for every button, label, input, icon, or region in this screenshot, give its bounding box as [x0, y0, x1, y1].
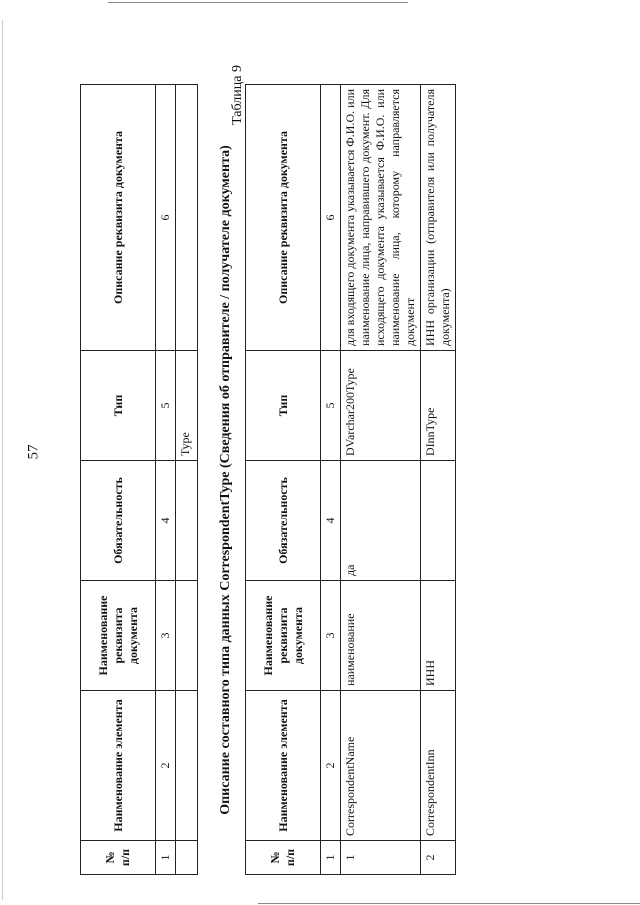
- header-cell: Обязательность: [246, 461, 321, 581]
- table-row: [341, 85, 421, 875]
- scan-edge-top: [108, 2, 408, 3]
- required-flag: да: [341, 461, 421, 581]
- data-type: DVarchar200Type: [341, 351, 421, 461]
- table-cell: [176, 461, 198, 581]
- table-cell: [176, 85, 198, 351]
- attribute-name: ИНН: [421, 581, 456, 691]
- data-type: DInnType: [421, 351, 456, 461]
- section-title: Описание составного типа данных CorrespondentType (Сведения об отправителе / получателе документа): [218, 145, 233, 815]
- header-cell: Наименование элемента: [81, 691, 156, 841]
- table-header-row: [246, 85, 321, 875]
- column-number: 6: [156, 85, 176, 351]
- table-row: [421, 85, 456, 875]
- required-flag: [421, 461, 456, 581]
- column-number: 2: [156, 691, 176, 841]
- column-number: 1: [156, 841, 176, 875]
- attribute-description: для входящего документа указывается Ф.И.О. или наименование лица, направившего документ. Для исходящего документа указывается Ф.И.О. или наименование лица, которому направляется документ: [341, 85, 421, 351]
- table-number-row: [321, 85, 341, 875]
- header-cell: Обязательность: [81, 461, 156, 581]
- table-number-row: [156, 85, 176, 875]
- header-cell: № п/п: [246, 841, 321, 875]
- row-number: 1: [341, 841, 421, 875]
- header-cell: Наименование реквизита документа: [246, 581, 321, 691]
- table-row: [176, 85, 198, 875]
- column-number: 6: [321, 85, 341, 351]
- rotated-page-content: [80, 15, 640, 875]
- table-label: Таблица 9: [230, 65, 245, 125]
- table-cell: [176, 841, 198, 875]
- correspondent-type-table: [245, 84, 456, 875]
- table-header-row: [81, 85, 156, 875]
- header-cell: Описание реквизита документа: [81, 85, 156, 351]
- column-number: 1: [321, 841, 341, 875]
- page-number: 57: [25, 444, 42, 460]
- column-number: 4: [321, 461, 341, 581]
- scan-edge-bottom: [258, 903, 640, 904]
- attribute-name: наименование: [341, 581, 421, 691]
- column-number: 5: [321, 351, 341, 461]
- scan-edge-left: [2, 20, 3, 900]
- attribute-description: ИНН организации (отправителя или получателя документа): [421, 85, 456, 351]
- row-number: 2: [421, 841, 456, 875]
- element-name: CorrespondentInn: [421, 691, 456, 841]
- table-cell: [176, 581, 198, 691]
- table-continuation: [80, 84, 198, 875]
- table-cell: [176, 691, 198, 841]
- header-cell: Описание реквизита документа: [246, 85, 321, 351]
- column-number: 5: [156, 351, 176, 461]
- column-number: 2: [321, 691, 341, 841]
- column-number: 3: [321, 581, 341, 691]
- header-cell: Тип: [81, 351, 156, 461]
- column-number: 4: [156, 461, 176, 581]
- column-number: 3: [156, 581, 176, 691]
- header-cell: Наименование элемента: [246, 691, 321, 841]
- header-cell: Тип: [246, 351, 321, 461]
- table-cell: Type: [176, 351, 198, 461]
- header-cell: Наименование реквизита документа: [81, 581, 156, 691]
- element-name: CorrespondentName: [341, 691, 421, 841]
- header-cell: № п/п: [81, 841, 156, 875]
